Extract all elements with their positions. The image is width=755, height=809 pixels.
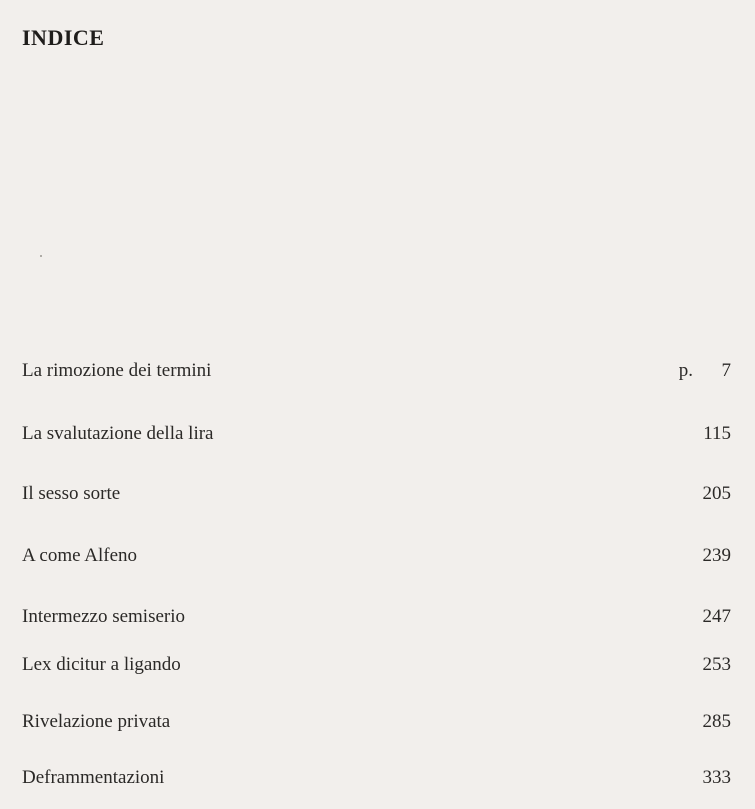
toc-entry-title: Lex dicitur a ligando [22,654,181,675]
toc-entry-page: 253 [702,654,731,675]
toc-entry-page: 285 [702,711,731,732]
toc-entry [22,654,731,684]
toc-entry-page: 333 [702,767,731,788]
toc-entry-page: 247 [702,606,731,627]
toc-entry-title: Il sesso sorte [22,483,121,504]
toc-entry-title: Intermezzo semiserio [22,606,186,627]
toc-entry-page: 205 [702,483,731,504]
toc-entry [22,767,731,797]
toc-entry [22,483,731,513]
index-heading: INDICE [22,25,105,50]
toc-entry [22,545,731,575]
toc-entry [22,360,731,390]
toc-entry [22,423,731,453]
toc-entry-page: p. 7 [678,360,731,381]
toc-entry-title: La svalutazione della lira [22,423,214,444]
toc-entry-title: Rivelazione privata [22,711,171,732]
toc-entry-page: 239 [702,545,731,566]
toc-entry [22,606,731,636]
ink-speck [40,255,42,257]
toc-entry-page: 115 [703,423,731,444]
toc-entry-title: A come Alfeno [22,545,138,566]
toc-entry-title: La rimozione dei termini [22,360,212,381]
toc-entry-title: Deframmentazioni [22,767,165,788]
toc-entry [22,711,731,741]
